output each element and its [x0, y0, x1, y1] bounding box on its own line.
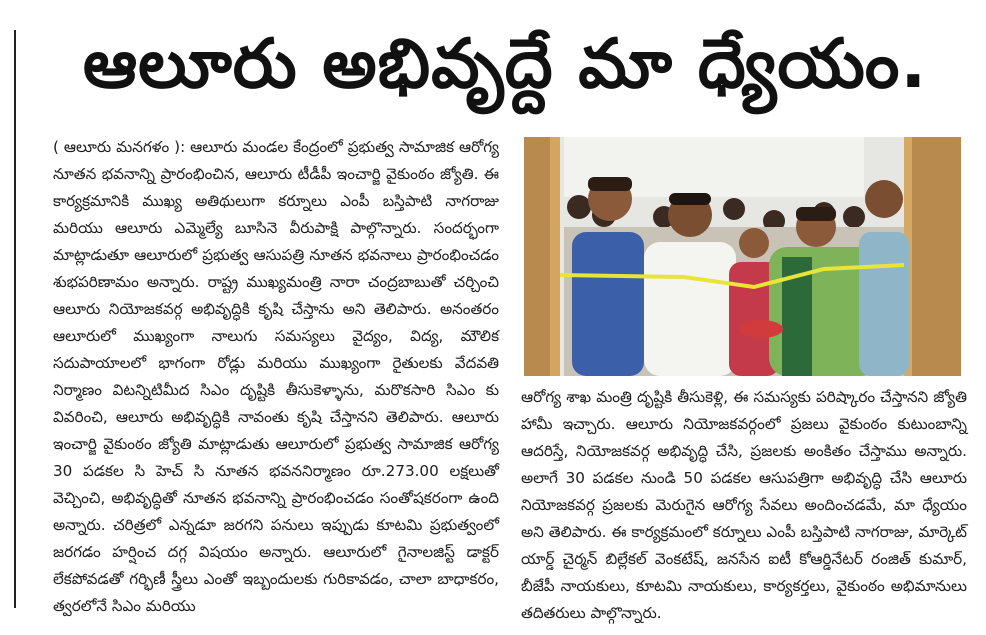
article-text-left: ( ఆలూరు మనగళం ): ఆలూరు మండల కేంద్రంలో ప్రభుత్వ సామాజిక ఆరోగ్య నూతన భవనాన్ని ప్రారంభించిన, ఆలూరు టీడీపీ ఇంచార్జి వైకుంఠం జ్యోతి. ఈ కార్యక్రమానికి ముఖ్య అతిథులుగా కర్నూలు ఎంపీ బస్తిపాటి నాగరాజు మరియు ఆలూరు ఎమ్మెల్యే బూసినె వీరుపాక్షి పాల్గొన్నారు. సందర్భంగా మాట్లాడుతూ ఆలూరులో ప్రభుత్వ ఆసుపత్రి నూతన భవనాలు ప్రారంభించడం శుభపరిణామం అన్నారు. రాష్ట్ర ముఖ్యమంత్రి నారా చంద్రబాబుతో చర్చించి ఆలూరు నియోజకవర్గ అభివృద్ధికి కృషి చేస్తాను అని తెలిపారు. అనంతరం ఆలూరులో ముఖ్యంగా నాలుగు సమస్యలు వైద్యం, విద్య, మౌలిక సదుపాయాలలో భాగంగా రోడ్లు మరియు ముఖ్యంగా రైతులకు వేదవతి నిర్మాణం విటన్నిటిమీద సిఎం దృష్టికి తీసుకెళ్ళాను, మరొకసారి సిఎం కు వివరించి, ఆలూరు అభివృద్ధికి నావంతు కృషి చేస్తానని తెలిపారు. ఆలూరు ఇంచార్జి వైకుంఠం జ్యోతి మాట్లాడుతు ఆలూరులో ప్రభుత్వ సామాజిక ఆరోగ్య 30 పడకల సి హెచ్ సి నూతన భవననిర్మాణం రూ.273.00 లక్షలుతో వెచ్చించి, అభివృద్ధితో నూతన భవనాన్ని ప్రారంభించడం సంతోషకరంగా ఉంది అన్నారు. చరిత్రలో ఎన్నడూ జరగని పనులు ఇప్పుడు కూటమి ప్రభుత్వంలో జరగడం హర్షించ దగ్గ విషయం అన్నారు. ఆలూరులో గైనాలజిస్ట్ డాక్టర్ లేకపోవడతో గర్భిణీ స్త్రీలు ఎంతో ఇబ్బందులకు గురికావడం, చాలా బాధాకరం, త్వరలోనే సిఎం మరియు [53, 138, 499, 615]
article-text-right: ఆరోగ్య శాఖ మంత్రి దృష్టికి తీసుకెళ్లి, ఈ సమస్యకు పరిష్కారం చేస్తానని జ్యోతి హామీ ఇచ్చారు. ఆలూరు నియోజకవర్గంలో ప్రజలు వైకుంఠం కుటుంబాన్ని ఆదరిస్తే, నియోజకవర్గ అభివృద్ధి చేసి, ప్రజలకు అంకితం చేస్తాము అన్నారు. అలాగే 30 పడకల నుండి 50 పడకల ఆసుపత్రిగా అభివృద్ధి చేసి ఆలూరు నియోజకవర్గ ప్రజలకు మెరుగైన ఆరోగ్య సేవలు అందించడమే, మా ధ్యేయం అని తెలిపారు. ఈ కార్యక్రమంలో కర్నూలు ఎంపీ బస్తిపాటి నాగరాజు, మార్కెట్ యార్డ్ చైర్మన్ బిల్లేకల్ వెంకటేష్, జనసేన ఐటీ కోఆర్డినేటర్ రంజిత్ కుమార్, బీజేపీ నాయకులు, కూటమి నాయకులు, కార్యకర్తలు, వైకుంఠం అభిమానులు తదితరులు పాల్గొన్నారు. [521, 388, 967, 622]
headline: ఆలూరు అభివృద్దే మా ధ్యేయం. [82, 25, 928, 104]
news-photo [524, 137, 961, 376]
article-column-left [53, 134, 499, 615]
article-column-right [521, 384, 967, 622]
photo-door-right [904, 137, 961, 376]
photo-flower-plate [739, 320, 783, 338]
column-rule [14, 30, 16, 608]
